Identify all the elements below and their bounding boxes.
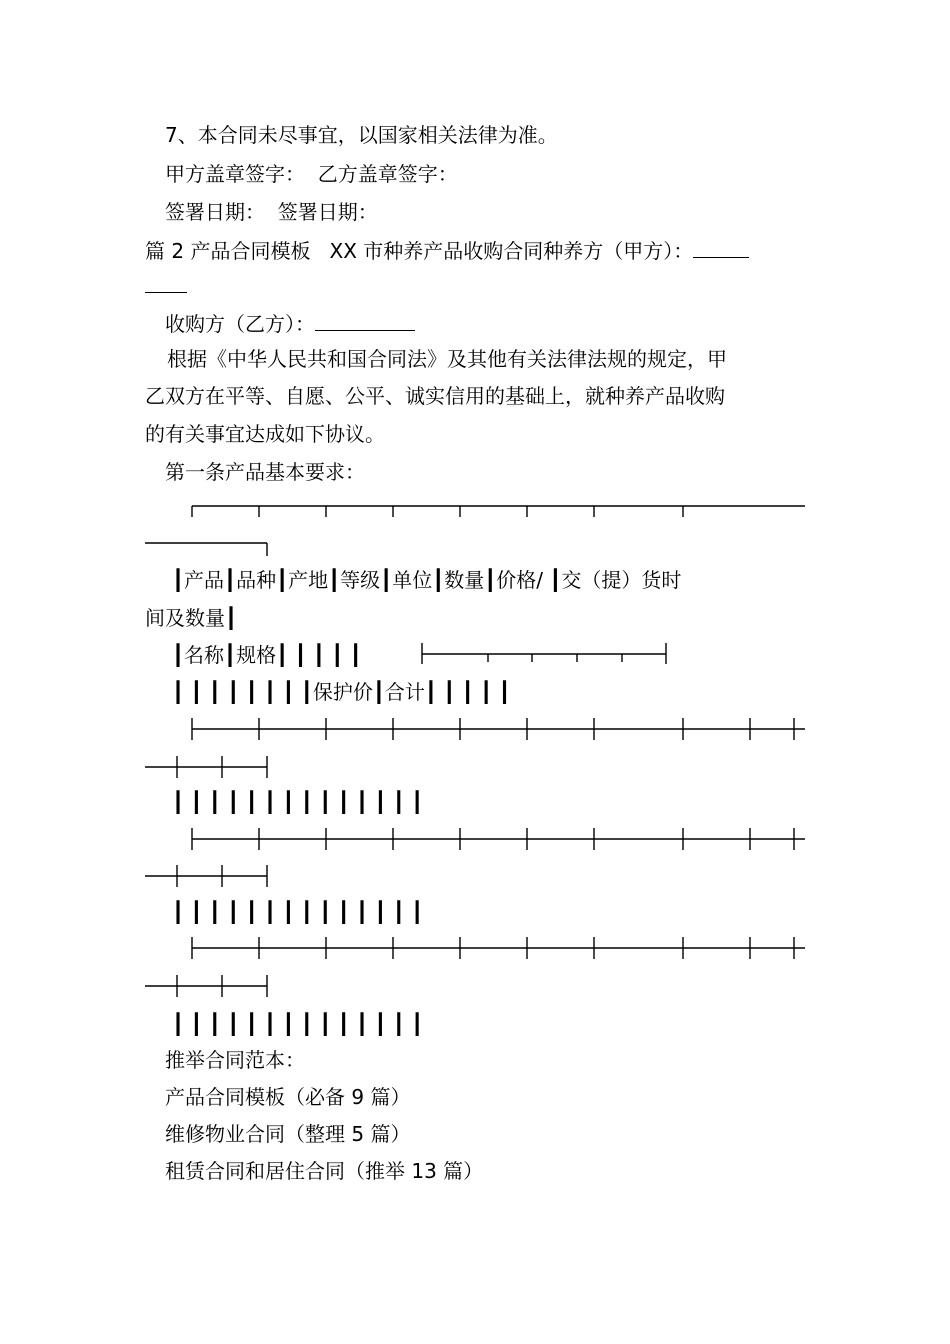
table-row: ┃ ┃ ┃ ┃ ┃ ┃ ┃ ┃ ┃ ┃ ┃ ┃ ┃ ┃ — [172, 790, 424, 814]
recommend-item-3: 租赁合同和居住合同（推举 13 篇） — [165, 1159, 484, 1183]
table-header-row-2: ┃名称┃规格┃ ┃ ┃ ┃ ┃ — [172, 643, 362, 667]
table-row: ┃ ┃ ┃ ┃ ┃ ┃ ┃ ┃ ┃ ┃ ┃ ┃ ┃ ┃ — [172, 1012, 424, 1036]
table-row: ┃ ┃ ┃ ┃ ┃ ┃ ┃ ┃ ┃ ┃ ┃ ┃ ┃ ┃ — [172, 900, 424, 924]
table-header-row-3: ┃ ┃ ┃ ┃ ┃ ┃ ┃ ┃保护价┃合计┃ ┃ ┃ ┃ ┃ — [172, 680, 511, 704]
sign-date-line: 签署日期： 签署日期： — [165, 200, 378, 224]
table-header-row-1-cont: 间及数量┃ — [145, 606, 238, 630]
article-1-heading: 第一条产品基本要求： — [165, 460, 365, 484]
recommend-heading: 推举合同范本： — [165, 1048, 305, 1072]
intro-paragraph-3: 的有关事宜达成如下协议。 — [145, 422, 385, 446]
intro-paragraph-2: 乙双方在平等、自愿、公平、诚实信用的基础上，就种养产品收购 — [145, 384, 725, 408]
buyer-line: 收购方（乙方）： — [165, 310, 805, 336]
recommend-item-2: 维修物业合同（整理 5 篇） — [165, 1122, 411, 1146]
intro-paragraph-1: 根据《中华人民共和国合同法》及其他有关法律法规的规定，甲 — [167, 347, 727, 371]
clause-7: 7、本合同未尽事宜，以国家相关法律为准。 — [165, 123, 558, 147]
signature-line: 甲方盖章签字： 乙方盖章签字： — [165, 162, 458, 186]
recommend-item-1: 产品合同模板（必备 9 篇） — [165, 1085, 411, 1109]
section-heading: 篇 2 产品合同模板 XX 市种养产品收购合同种养方（甲方）： — [145, 237, 805, 263]
table-header-row-1: ┃产品┃品种┃产地┃等级┃单位┃数量┃价格/ ┃交（提）货时 — [172, 568, 682, 592]
